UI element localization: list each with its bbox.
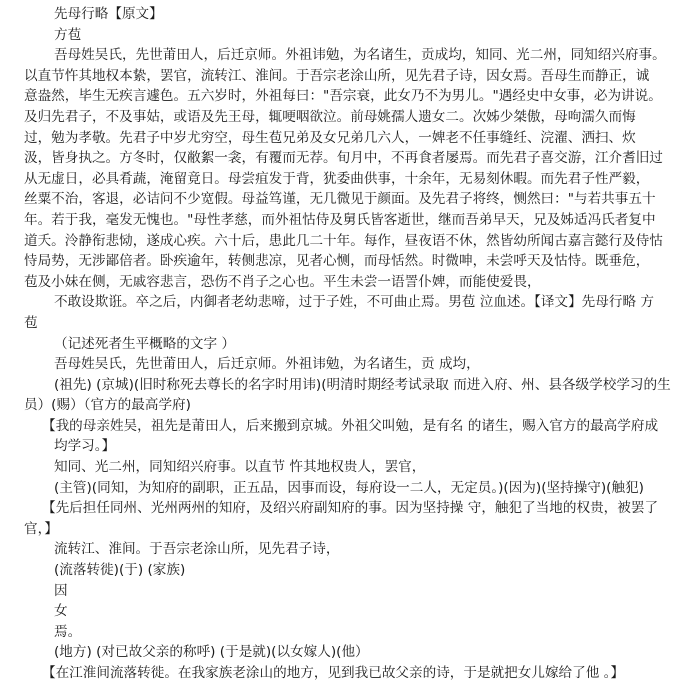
text-line: 流转江、淮间。于吾宗老涂山所，见先君子诗， [54,541,340,558]
text-line: 汲，皆身执之。方冬时，仅敝絮一衾，有覆而无荐。旬月中，不再食者屡焉。而先君子喜交游，江介耆旧过 [24,150,663,167]
document-title: 先母行略【原文】 [54,6,163,22]
translation-line: 官，】 [24,520,58,537]
translation-line: 【在江淮间流落转徙。在我家族老涂山的地方，见到我已故父亲的诗，于是就把女儿嫁给了他 。】 [42,665,625,681]
text-line: 丝粟不治，客退，必诘问不少宽假。母益笃谨，无几微见于颜面。及先君子将终，恻然曰："与若共事五十 [24,191,656,208]
text-line: 年。若于我，毫发无愧也。"母性孝慈，而外祖怙侍及舅氏皆客逝世，继而吾弟早天，兄及姊适冯氏者复中 [24,211,656,228]
translation-line: 【我的母亲姓吴，祖先是莆田人，后来搬到京城。外祖父叫勉，是有名 的诸生，赐入官方的最高学府成 [42,417,659,434]
translation-line: 【先后担任同州、光州两州的知府，及绍兴府副知府的事。因为坚持操 守，触犯了当地的权贵，被罢了 [42,500,659,517]
text-line: 因 [54,582,68,599]
text-line: 知同、光二州，同知绍兴府事。以直节 忤其地权贵人，罢官， [54,459,426,476]
text-line: 意盎然，毕生无疾言遽色。五六岁时，外祖每曰："吾宗衰，此女乃不为男儿。"遇经史中女事，必为讲说。 [24,88,662,105]
text-line: 吾母姓吴氏，先世莆田人，后迁京师。外祖讳勉，为名诸生，贡 成均， [54,356,480,373]
annotation-line: (地方) (对已故父亲的称呼) (于是就)(以女嫁人)(他） [54,644,369,661]
text-line: 女 [54,603,68,620]
annotation-line: (流落转徙)(于) (家族) [54,562,186,579]
text-line: 从无虚日，必具肴蔬，淹留竟日。母尝疽发于背，犹委曲供事，十余年，无易刻休暇。而先君子性严毅， [24,170,650,187]
text-line: 恃局势，无涉鄙倍者。卧疾逾年，转侧悲凉，见者心恻，而母恬然。时微呻，未尝呼天及怙恃。既垂危， [24,253,650,270]
annotation-line: (主管)(同知，为知府的副职，正五品，因事而设，每府设一二人，无定员。)(因为)(坚持操守)(触犯) [54,479,644,496]
text-line: 吾母姓吴氏，先世莆田人，后迁京师。外祖讳勉，为名诸生，贡成均，知同、光二州，同知绍兴府事。 [54,47,666,64]
text-line: 不敢设欺诳。卒之后，内御者老幼悲啼，过于子姓，不可曲止焉。男苞 泣血述。【译文】先母行略 方 [54,294,654,311]
text-line: 苞 [24,314,38,331]
text-line: 以直节忤其地权本絷，罢官，流转江、淮间。于吾宗老涂山所，见先君子诗，因女焉。吾母生而静正，诚 [24,67,650,84]
annotation-line: (祖先) (京城)(旧时称死去尊长的名字时用讳)(明清时期经考试录取 而进入府、州、县各级学校学习的生 [54,376,671,393]
text-line: 苞及小妹在侧，无戚容悲言，恐伤不肖子之心也。平生未尝一语詈仆婢，而能使爱畏， [24,273,541,290]
text-line: 道夭。泠静衔悲恸，遂成心疾。六十后，患此几二十年。每作，昼夜语不休，然皆幼所闻古嘉言懿行及侍怙 [24,232,663,249]
annotation-line: （记述死者生平概略的文字 ） [54,335,236,352]
translation-line: 均学习。】 [54,438,116,455]
text-line: 及归先君子，不及事姑，或语及先王母，辄哽咽欲泣。前母姚孺人遗女二。次姊少桀傲，母呴濡久而悔 [24,108,636,125]
text-line: 焉。 [54,623,82,640]
author-line: 方苞 [54,26,82,43]
text-line: 过，勉为孝敬。先君子中岁尤穷空，母生苞兄弟及女兄弟几六人，一婢老不任事缝纴、浣濯、洒扫、炊 [24,129,636,146]
annotation-line: 员）(赐）（官方的最高学府) [24,397,191,414]
